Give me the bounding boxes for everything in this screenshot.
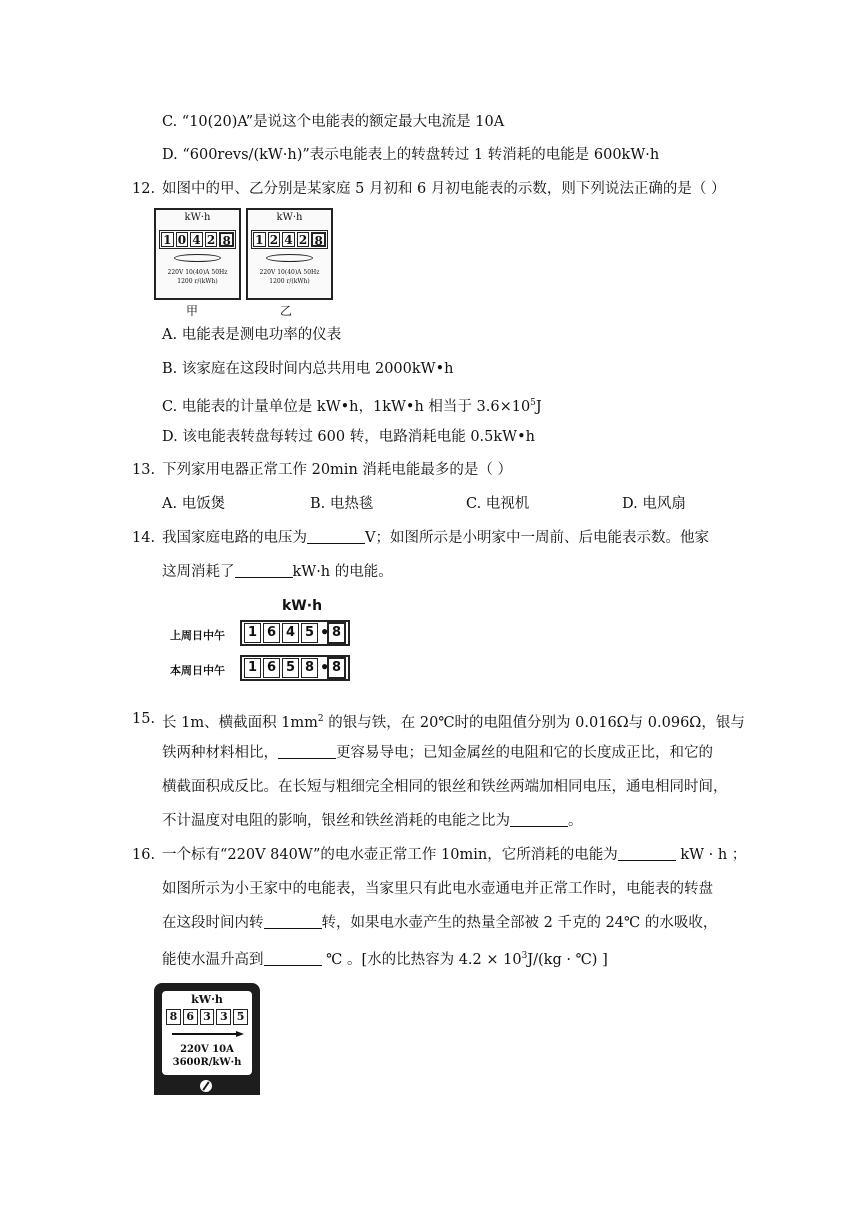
- q14-meter-unit: kW·h: [282, 598, 323, 614]
- q12-stem: 如图中的甲、乙分别是某家庭 5 月初和 6 月初电能表的示数，则下列说法正确的是（ ）: [162, 181, 726, 197]
- q16-line-4: 能使水温升高到 ℃ 。[水的比热容为 $4.2 \times 10^3J/(kg$ · ℃) ]: [162, 951, 608, 968]
- meter-caption-jia: 甲: [186, 304, 199, 318]
- meter-digit: 6: [183, 1009, 198, 1025]
- meter-unit: kW·h: [276, 212, 303, 223]
- meter-digit: 6: [263, 658, 280, 678]
- meter-digit: 1: [253, 232, 266, 247]
- q12-option-b: B. 该家庭在这段时间内总共用电 2000kW•h: [162, 361, 454, 377]
- q13-option-c: C. 电视机: [466, 496, 530, 512]
- meter-digit-decimal: 8: [327, 657, 346, 679]
- q14-meter-last-week: [240, 620, 350, 646]
- meter-spec: 220V 10A 3600R/kW·h: [172, 1044, 242, 1068]
- meter-digit: 4: [282, 623, 299, 643]
- meter-digit: 8: [166, 1009, 181, 1025]
- meter-jia: [154, 208, 241, 300]
- answer-blank[interactable]: [618, 846, 676, 861]
- answer-blank[interactable]: [235, 563, 293, 578]
- meter-digit: 8: [301, 658, 318, 678]
- meter-digit: 5: [301, 623, 318, 643]
- meter-digits: [159, 230, 236, 249]
- q12-option-c: C. 电能表的计量单位是 kW•h，1kW•h 相当于 $3.6\times 10^5J$: [162, 398, 542, 415]
- meter-disk-arrow-icon: [170, 1031, 244, 1037]
- meter-unit: kW·h: [184, 212, 211, 223]
- meter-unit: kW·h: [191, 993, 223, 1006]
- q13-option-b: B. 电热毯: [310, 496, 374, 512]
- meter-digit: 2: [297, 232, 310, 247]
- q15-line-1: 长 1m、横截面积 $1mm^2$ 的银与铁，在 20℃时的电阻值分别为 0.016Ω与 0.096Ω，银与: [162, 714, 745, 731]
- meter-digit: 2: [205, 232, 218, 247]
- meter-digit: 4: [190, 232, 203, 247]
- q14-line-2: 这周消耗了 kW·h 的电能。: [162, 564, 393, 580]
- q16-line-2: 如图所示为小王家中的电能表，当家里只有此电水壶通电并正常工作时，电能表的转盘: [162, 881, 713, 897]
- meter-digit: 6: [263, 623, 280, 643]
- meter-spec: 220V 10(40)A 50Hz 1200 r/(kWh): [259, 269, 320, 285]
- meter-yi: [246, 208, 333, 300]
- screw-icon: [200, 1080, 212, 1092]
- meter-disk-icon: [266, 254, 313, 262]
- meter-caption-yi: 乙: [280, 304, 293, 318]
- meter-digit: 3: [216, 1009, 231, 1025]
- meter-digit-decimal: 8: [219, 232, 234, 247]
- meter-digits: [166, 1009, 248, 1025]
- q15-line-2: 铁两种材料相比， 更容易导电；已知金属丝的电阻和它的长度成正比，和它的: [162, 745, 713, 761]
- meter-spec: 220V 10(40)A 50Hz 1200 r/(kWh): [167, 269, 228, 285]
- meter-digit: 2: [268, 232, 281, 247]
- q13-stem: 下列家用电器正常工作 20min 消耗电能最多的是（ ）: [162, 462, 513, 478]
- q13-option-d: D. 电风扇: [622, 496, 686, 512]
- meter-digit: 0: [176, 232, 189, 247]
- q12-number: 12.: [132, 181, 156, 197]
- q14-line-1: 我国家庭电路的电压为 V；如图所示是小明家中一周前、后电能表示数。他家: [162, 530, 709, 546]
- meter-digit: 1: [161, 232, 174, 247]
- answer-blank[interactable]: [307, 529, 365, 544]
- meter-digit-decimal: 8: [311, 232, 326, 247]
- meter-digits: [251, 230, 328, 249]
- q13-option-a: A. 电饭煲: [162, 496, 226, 512]
- q14-row-label: 上周日中午: [170, 629, 225, 642]
- q12-option-a: A. 电能表是测电功率的仪表: [162, 327, 342, 343]
- q11-option-d: D. “600revs/(kW·h)”表示电能表上的转盘转过 1 转消耗的电能是 600kW·h: [162, 147, 660, 163]
- meter-digit: 4: [282, 232, 295, 247]
- answer-blank[interactable]: [264, 951, 322, 966]
- answer-blank[interactable]: [264, 914, 322, 929]
- decimal-point: •: [320, 659, 330, 676]
- decimal-point: •: [320, 624, 330, 641]
- meter-face: [162, 991, 252, 1075]
- q14-row-label: 本周日中午: [170, 664, 225, 677]
- meter-digit: 1: [244, 623, 261, 643]
- q15-line-4: 不计温度对电阻的影响，银丝和铁丝消耗的电能之比为 。: [162, 813, 583, 829]
- q12-option-d: D. 该电能表转盘每转过 600 转，电路消耗电能 0.5kW•h: [162, 429, 535, 445]
- q15-number: 15.: [132, 711, 156, 727]
- meter-digit: 5: [282, 658, 299, 678]
- meter-digit: 1: [244, 658, 261, 678]
- answer-blank[interactable]: [510, 812, 568, 827]
- q14-meter-this-week: [240, 655, 350, 681]
- q11-option-c: C. “10(20)A”是说这个电能表的额定最大电流是 10A: [162, 114, 505, 130]
- q16-line-1: 一个标有“220V 840W”的电水壶正常工作 10min，它所消耗的电能为 kW · h ；: [162, 847, 747, 863]
- meter-digit-decimal: 8: [327, 622, 346, 644]
- answer-blank[interactable]: [278, 744, 336, 759]
- q16-energy-meter: [154, 983, 260, 1095]
- q16-line-3: 在这段时间内转 转，如果电水壶产生的热量全部被 2 千克的 24℃ 的水吸收，: [162, 915, 718, 931]
- q15-line-3: 横截面积成反比。在长短与粗细完全相同的银丝和铁丝两端加相同电压，通电相同时间，: [162, 779, 728, 795]
- meter-digit: 3: [200, 1009, 215, 1025]
- q14-number: 14.: [132, 530, 156, 546]
- q16-number: 16.: [132, 847, 156, 863]
- q13-number: 13.: [132, 462, 156, 478]
- meter-digit-decimal: 5: [233, 1009, 248, 1025]
- meter-disk-icon: [174, 254, 221, 262]
